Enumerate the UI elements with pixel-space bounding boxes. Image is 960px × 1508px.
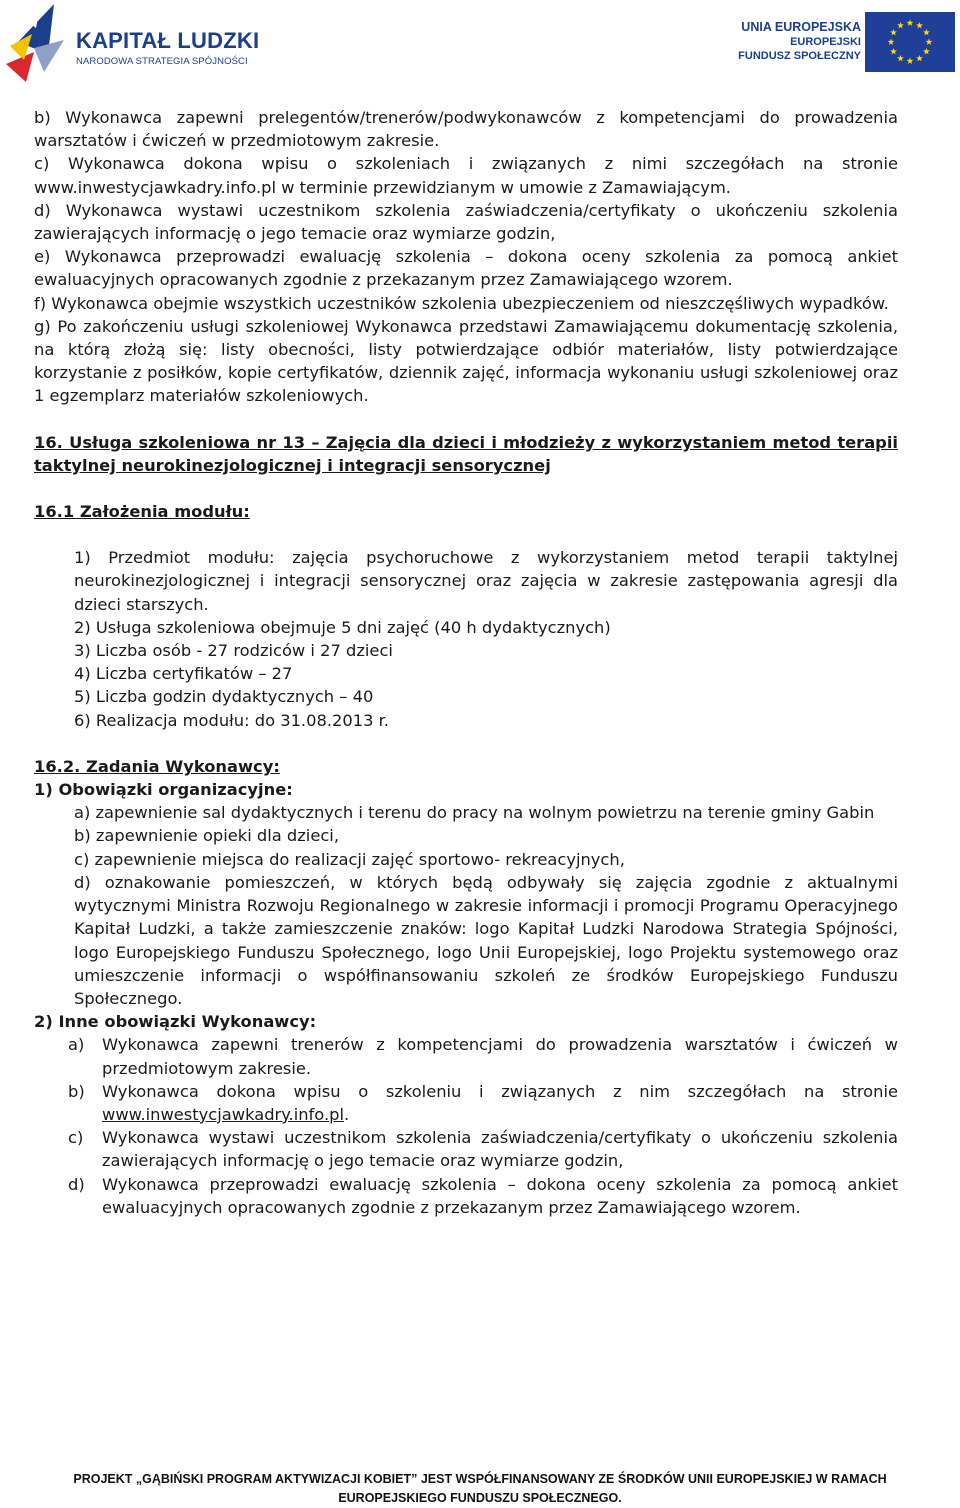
- eu-flag-icon: [865, 12, 955, 72]
- intro-item-d: d) Wykonawca wystawi uczestnikom szkolenia zaświadczenia/certyfikaty o ukończeniu szkolenia zawierających informację o jego temacie oraz wymiarze godzin,: [34, 200, 898, 244]
- other-item-text: Wykonawca wystawi uczestnikom szkolenia zaświadczenia/certyfikaty o ukończeniu szkolenia zawierających informację o jego temacie oraz wymiarze godzin,: [102, 1128, 898, 1171]
- other-item-d: [68, 1173, 898, 1219]
- intro-item-g: g) Po zakończeniu usługi szkoleniowej Wykonawca przedstawi Zamawiającemu dokumentację szkolenia, na którą złożą się: listy obecności, listy potwierdzające odbiór materiałów, listy potwierdzające korzystanie z posiłków, kopie certyfikatów, dziennik zajęć, informacja wykonaniu usługi szkoleniowej oraz 1 egzemplarz materiałów szkoleniowych.: [34, 316, 898, 406]
- assumption-item: 6) Realizacja modułu: do 31.08.2013 r.: [74, 710, 389, 730]
- other-item-marker: c): [68, 1128, 84, 1148]
- subsection-heading-tasks: 16.2. Zadania Wykonawcy:: [34, 756, 280, 776]
- org-duties-list: [34, 801, 898, 1010]
- assumption-item: 5) Liczba godzin dydaktycznych – 40: [74, 687, 374, 707]
- other-item-text: Wykonawca zapewni trenerów z kompetencjami do prowadzenia warsztatów i ćwiczeń w przedmiotowym zakresie.: [102, 1035, 898, 1078]
- assumption-item: 3) Liczba osób - 27 rodziców i 27 dzieci: [74, 641, 393, 661]
- assumption-item: 4) Liczba certyfikatów – 27: [74, 664, 293, 684]
- footer-line2: EUROPEJSKIEGO FUNDUSZU SPOŁECZNEGO.: [338, 1491, 622, 1505]
- footer-line1: PROJEKT „GĄBIŃSKI PROGRAM AKTYWIZACJI KOBIET” JEST WSPÓŁFINANSOWANY ZE ŚRODKÓW UNII EUROPEJSKIEJ W RAMACH: [73, 1472, 887, 1486]
- eu-star-icon: [897, 55, 904, 62]
- eu-star-icon: [888, 38, 895, 45]
- kapital-ludzki-emblem-icon: [4, 2, 70, 82]
- other-duties-heading: 2) Inne obowiązki Wykonawcy:: [34, 1012, 317, 1032]
- eu-logo: [735, 12, 957, 72]
- eu-stars-icon: [865, 12, 955, 72]
- eu-logo-text: [738, 20, 861, 63]
- intro-item-c: c) Wykonawca dokona wpisu o szkoleniach i związanych z nimi szczegółach na stronie www.inwestycjawkadry.info.pl w terminie przewidzianym w umowie z Zamawiającym.: [34, 154, 898, 197]
- other-item-c: [68, 1126, 898, 1172]
- assumption-item: 2) Usługa szkoleniowa obejmuje 5 dni zajęć (40 h dydaktycznych): [74, 617, 611, 637]
- website-link[interactable]: www.inwestycjawkadry.info.pl: [102, 1104, 344, 1124]
- other-item-marker: b): [68, 1081, 85, 1101]
- assumptions-list: [34, 546, 898, 732]
- kapital-ludzki-title: KAPITAŁ LUDZKI: [76, 28, 260, 53]
- eu-star-icon: [907, 19, 914, 26]
- other-item-text: Wykonawca przeprowadzi ewaluację szkolenia – dokona oceny szkolenia za pomocą ankiet ewaluacyjnych opracowanych zgodnie z przekazanym przez Zamawiającego wzorem.: [102, 1174, 898, 1217]
- document-body: [34, 106, 898, 1219]
- page-header: [0, 0, 960, 90]
- assumption-item: 1) Przedmiot modułu: zajęcia psychoruchowe z wykorzystaniem metod terapii taktylnej neurokinezjologicznej i integracji sensorycznej oraz zajęcia w zakresie zastępowania agresji dla dzieci starszych.: [74, 548, 898, 614]
- other-duties-list: [34, 1033, 898, 1219]
- other-item-marker: d): [68, 1174, 85, 1194]
- page-footer: [0, 1470, 960, 1508]
- org-item: c) zapewnienie miejsca do realizacji zajęć sportowo- rekreacyjnych,: [74, 849, 625, 869]
- eu-logo-line3: FUNDUSZ SPOŁECZNY: [738, 50, 861, 62]
- eu-star-icon: [890, 48, 897, 55]
- eu-star-icon: [916, 55, 923, 62]
- org-item: a) zapewnienie sal dydaktycznych i terenu do pracy na wolnym powietrzu na terenie gminy Gabin: [74, 803, 875, 823]
- eu-star-icon: [916, 22, 923, 29]
- intro-item-e: e) Wykonawca przeprowadzi ewaluację szkolenia – dokona oceny szkolenia za pomocą ankiet ewaluacyjnych opracowanych zgodnie z przekazanym przez Zamawiającego wzorem.: [34, 247, 898, 290]
- eu-logo-line1: UNIA EUROPEJSKA: [741, 20, 861, 34]
- org-item: d) oznakowanie pomieszczeń, w których będą odbywały się zajęcia zgodnie z aktualnymi wytycznymi Ministra Rozwoju Regionalnego w zakresie informacji i promocji Programu Operacyjnego Kapitał Ludzki, a także zamieszczenie znaków: logo Kapitał Ludzki Narodowa Strategia Spójności, logo Europejskiego Funduszu Społecznego, logo Unii Europejskiej, logo Projektu systemowego oraz umieszczenie informacji o współfinansowaniu szkoleń ze środków Europejskiego Funduszu Społecznego.: [74, 872, 898, 1008]
- other-item-b: [68, 1080, 898, 1126]
- eu-star-icon: [923, 29, 930, 36]
- subsection-heading-assumptions: 16.1 Założenia modułu:: [34, 502, 250, 522]
- eu-star-icon: [907, 57, 914, 64]
- other-item-a: [68, 1033, 898, 1079]
- eu-star-icon: [890, 29, 897, 36]
- eu-star-icon: [926, 38, 933, 45]
- other-item-marker: a): [68, 1035, 85, 1055]
- org-item: b) zapewnienie opieki dla dzieci,: [74, 826, 339, 846]
- org-duties-heading: 1) Obowiązki organizacyjne:: [34, 780, 293, 800]
- eu-star-icon: [923, 48, 930, 55]
- section-heading: 16. Usługa szkoleniowa nr 13 – Zajęcia dla dzieci i młodzieży z wykorzystaniem metod terapii taktylnej neurokinezjologicznej i integracji sensorycznej: [34, 432, 898, 475]
- kapital-ludzki-logo: [4, 2, 260, 82]
- intro-item-b: b) Wykonawca zapewni prelegentów/trenerów/podwykonawców z kompetencjami do prowadzenia warsztatów i ćwiczeń w przedmiotowym zakresie.: [34, 108, 898, 151]
- other-item-text: [102, 1080, 898, 1126]
- eu-star-icon: [897, 22, 904, 29]
- kapital-ludzki-subtitle: NARODOWA STRATEGIA SPÓJNOŚCI: [76, 56, 248, 67]
- eu-logo-line2: EUROPEJSKI: [790, 36, 861, 48]
- other-item-text-before: Wykonawca dokona wpisu o szkoleniu i związanych z nim szczegółach na stronie: [102, 1081, 898, 1101]
- intro-item-f: f) Wykonawca obejmie wszystkich uczestników szkolenia ubezpieczeniem od nieszczęśliwych wypadków.: [34, 293, 889, 313]
- other-item-text-after: .: [344, 1104, 350, 1124]
